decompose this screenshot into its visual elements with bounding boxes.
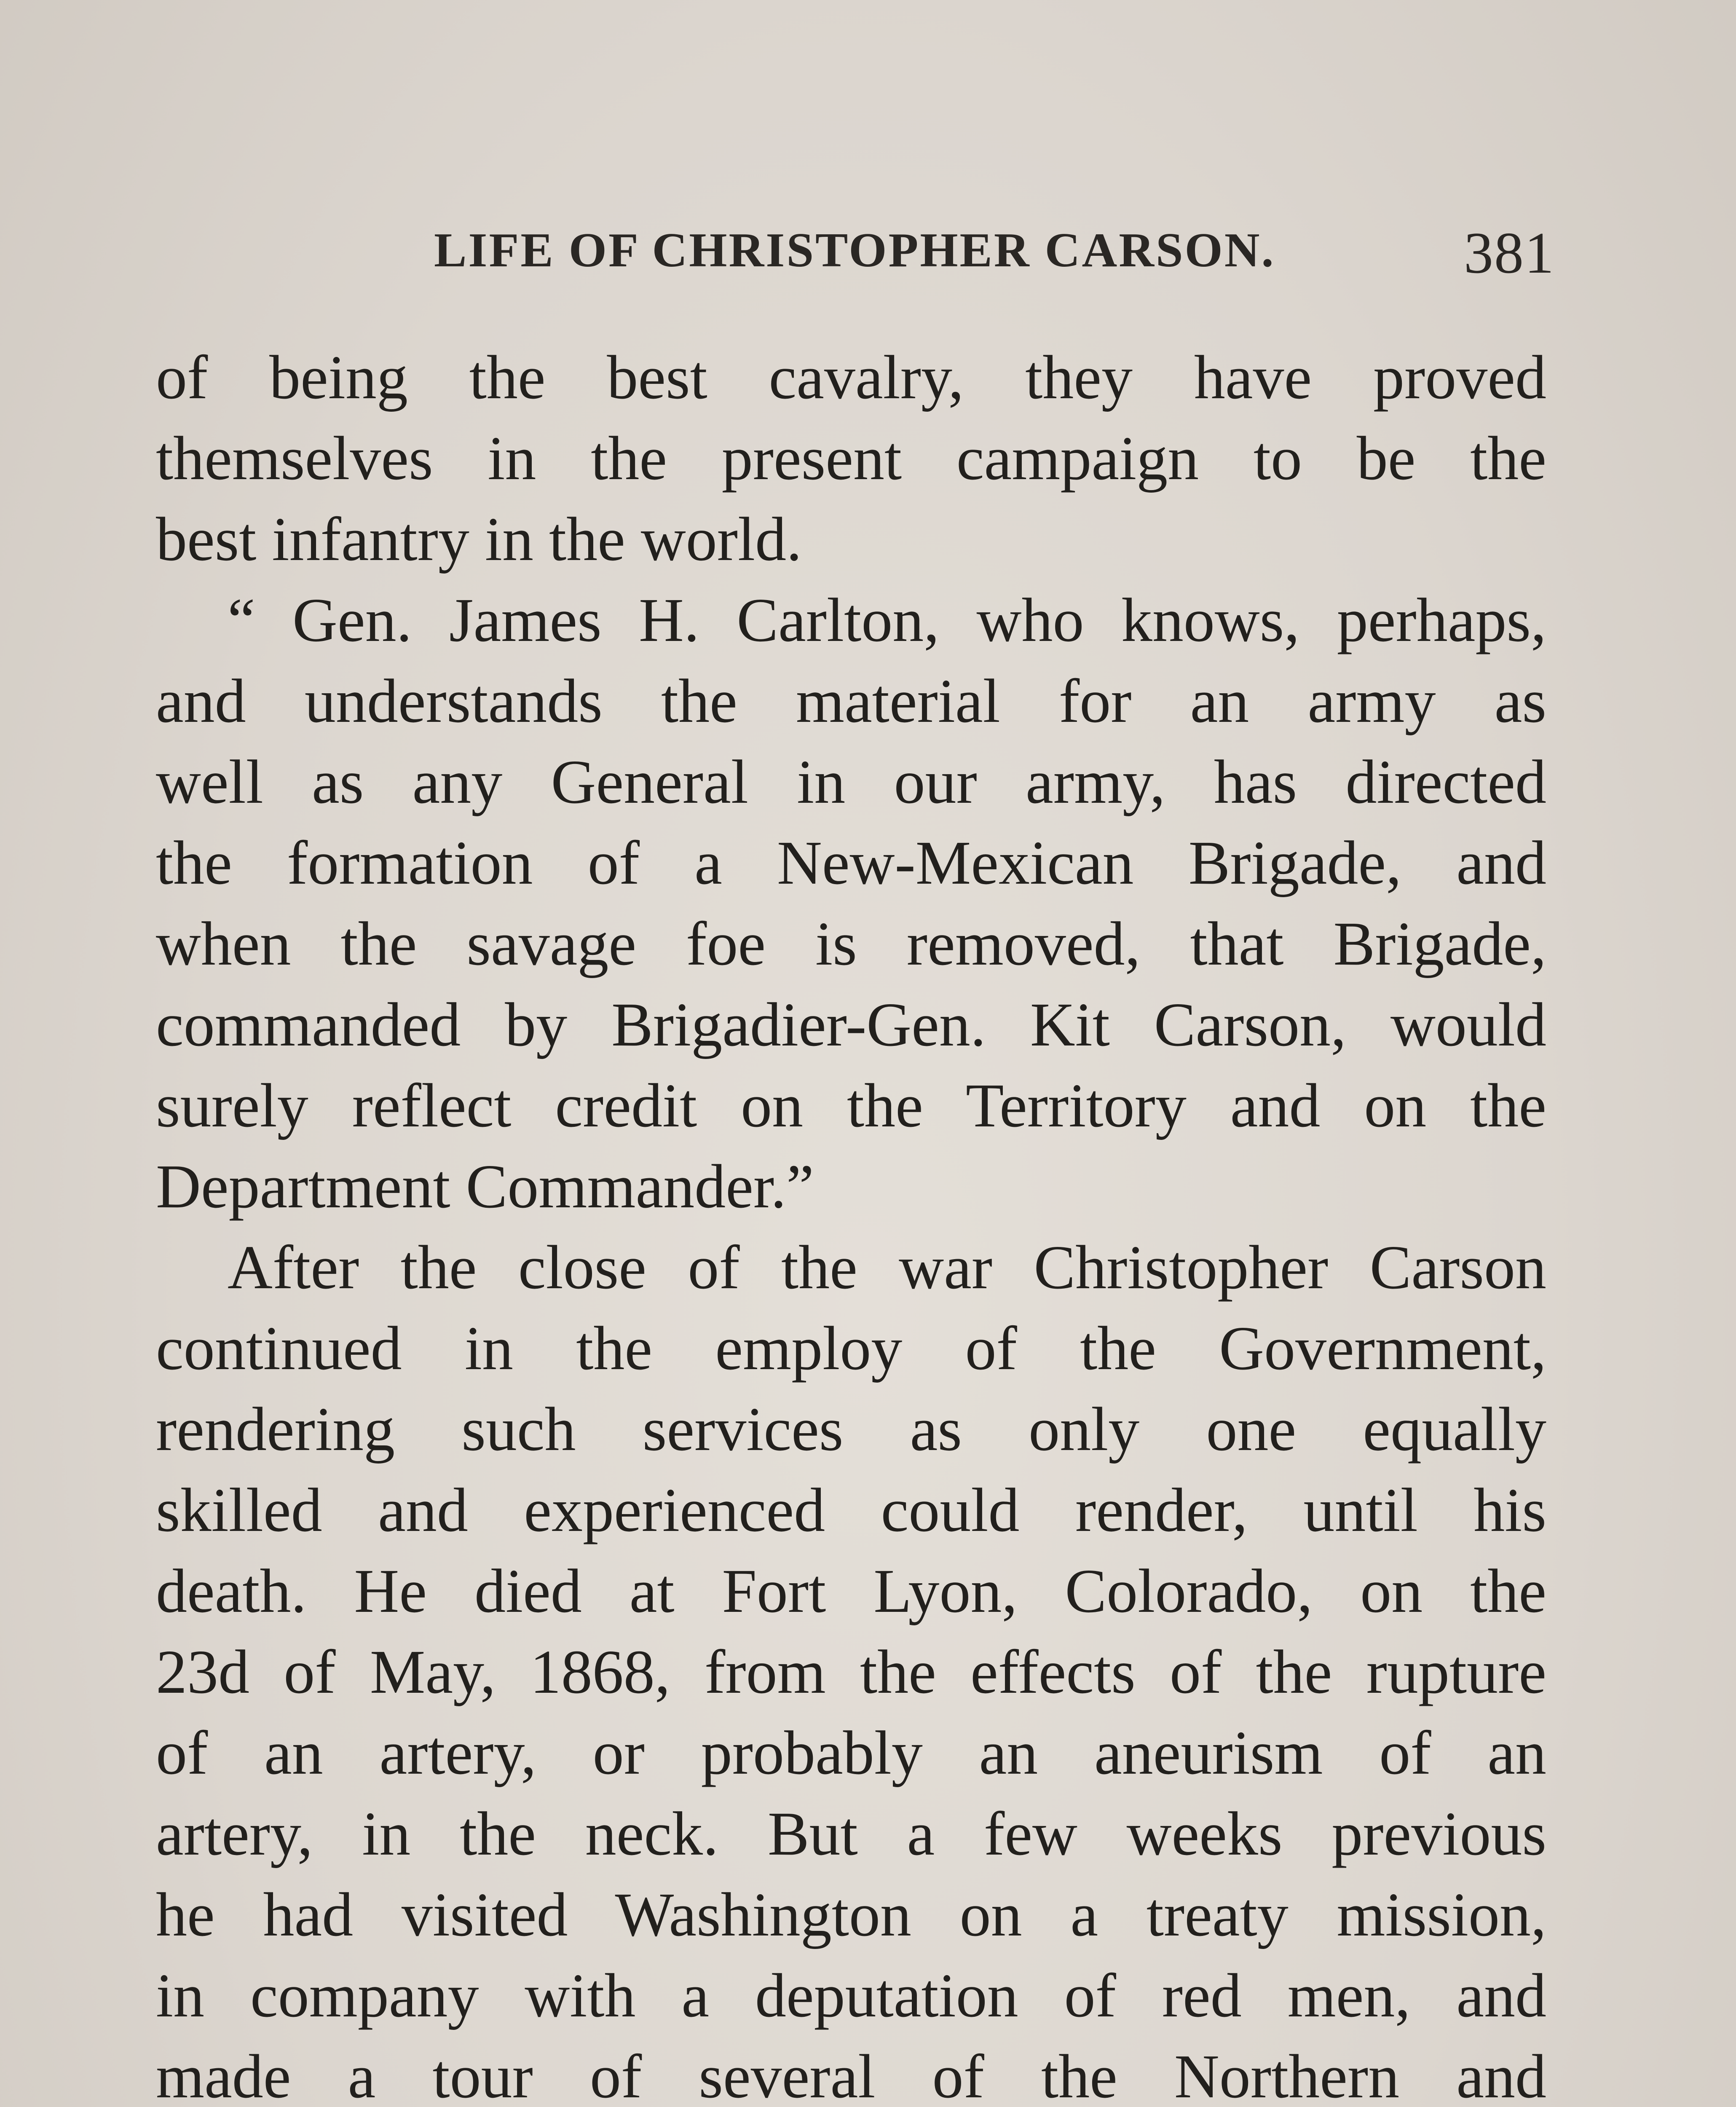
- text-line: Department Commander.”: [156, 1152, 814, 1221]
- running-head: [434, 222, 1555, 286]
- text-line: when the savage foe is removed, that Brigade,: [156, 909, 1546, 978]
- text-line: well as any General in our army, has directed: [156, 748, 1546, 817]
- text-line: commanded by Brigadier-Gen. Kit Carson, would: [156, 990, 1546, 1059]
- text-line: made a tour of several of the Northern and: [156, 2042, 1546, 2107]
- text-line: themselves in the present campaign to be the: [156, 424, 1546, 493]
- text-line: of an artery, or probably an aneurism of an: [156, 1718, 1546, 1788]
- text-line: 23d of May, 1868, from the effects of the rupture: [156, 1638, 1546, 1707]
- text-line: rendering such services as only one equally: [156, 1395, 1546, 1464]
- text-line: artery, in the neck. But a few weeks previous: [156, 1799, 1546, 1868]
- text-line: surely reflect credit on the Territory and on the: [156, 1071, 1546, 1140]
- text-line: of being the best cavalry, they have proved: [156, 343, 1546, 412]
- page-number: 381: [1464, 220, 1555, 286]
- text-line: “ Gen. James H. Carlton, who knows, perhaps,: [228, 586, 1546, 655]
- text-line: the formation of a New-Mexican Brigade, and: [156, 828, 1546, 898]
- text-line: he had visited Washington on a treaty mission,: [156, 1880, 1546, 1949]
- text-line: in company with a deputation of red men, and: [156, 1961, 1546, 2030]
- running-title: LIFE OF CHRISTOPHER CARSON.: [434, 223, 1275, 277]
- paragraph-1: [156, 337, 1546, 580]
- text-line: best infantry in the world.: [156, 505, 802, 574]
- text-line: death. He died at Fort Lyon, Colorado, on the: [156, 1557, 1546, 1626]
- text-line: skilled and experienced could render, until his: [156, 1476, 1546, 1545]
- paragraph-3: [156, 1227, 1546, 2107]
- text-line: continued in the employ of the Government,: [156, 1314, 1546, 1383]
- body-text: [156, 337, 1546, 2107]
- paragraph-2: [156, 580, 1546, 1227]
- text-line: and understands the material for an army as: [156, 667, 1546, 736]
- text-line: After the close of the war Christopher Carson: [228, 1233, 1546, 1302]
